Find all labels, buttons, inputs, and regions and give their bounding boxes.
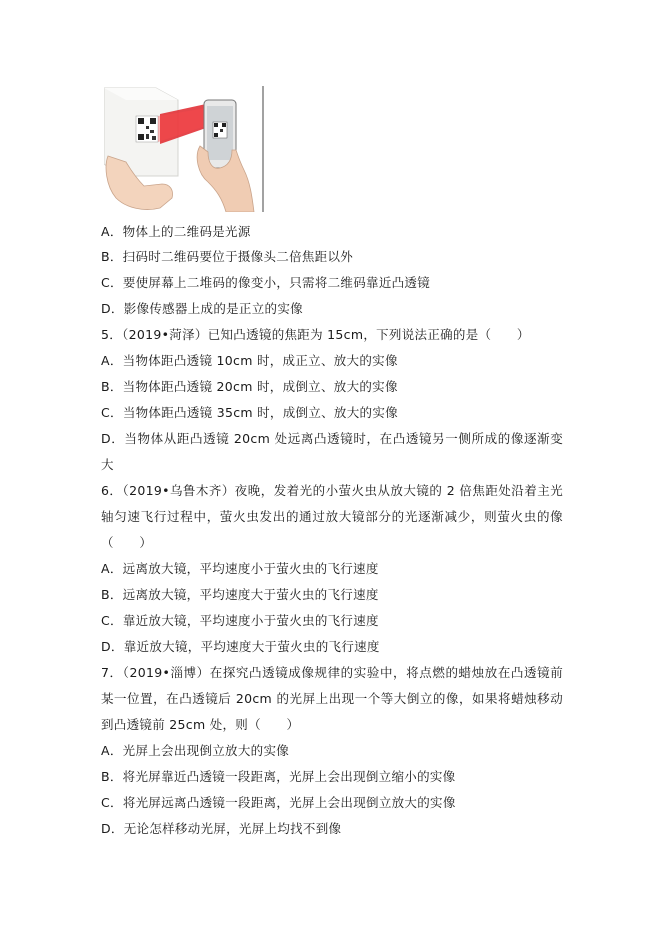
q5-option-d: D．当物体从距凸透镜 20cm 处远离凸透镜时，在凸透镜另一侧所成的像逐渐变: [101, 431, 563, 446]
q7-option-b: B．将光屏靠近凸透镜一段距离，光屏上会出现倒立缩小的实像: [101, 769, 456, 784]
q6-option-b: B．远离放大镜，平均速度大于萤火虫的飞行速度: [101, 587, 379, 602]
q4-option-d: D．影像传感器上成的是正立的实像: [101, 301, 303, 316]
q4-option-c: C．要使屏幕上二堆码的像变小，只需将二维码靠近凸透镜: [101, 275, 431, 290]
q5-option-b: B．当物体距凸透镜 20cm 时，成倒立、放大的实像: [101, 379, 398, 394]
q7-stem-line2: 某一位置，在凸透镜后 20cm 的光屏上出现一个等大倒立的像，如果将蜡烛移动: [101, 691, 563, 706]
q5-option-c: C．当物体距凸透镜 35cm 时，成倒立、放大的实像: [101, 405, 398, 420]
q5-option-d-cont: 大: [101, 457, 114, 472]
q6-option-c: C．靠近放大镜，平均速度小于萤火虫的飞行速度: [101, 613, 379, 628]
q7-stem-line3: 到凸透镜前 25cm 处，则（ ）: [101, 717, 300, 732]
q7-option-c: C．将光屏远离凸透镜一段距离，光屏上会出现倒立放大的实像: [101, 795, 456, 810]
qr-scan-photo: [104, 86, 266, 212]
q4-option-b: B．扫码时二维码要位于摄像头二倍焦距以外: [101, 249, 354, 264]
q4-option-a: A．物体上的二维码是光源: [101, 224, 251, 239]
q6-stem-line2: 轴匀速飞行过程中，萤火虫发出的通过放大镜部分的光逐渐减少，则萤火虫的像: [101, 509, 563, 524]
q6-option-a: A．远离放大镜，平均速度小于萤火虫的飞行速度: [101, 561, 379, 576]
q7-option-d: D．无论怎样移动光屏，光屏上均找不到像: [101, 821, 342, 836]
q6-option-d: D．靠近放大镜，平均速度大于萤火虫的飞行速度: [101, 639, 380, 654]
q6-stem-line1: 6．（2019•乌鲁木齐）夜晚，发着光的小萤火虫从放大镜的 2 倍焦距处沿着主光: [101, 483, 563, 498]
q7-option-a: A．光屏上会出现倒立放大的实像: [101, 743, 290, 758]
q6-stem-line3: （ ）: [101, 535, 153, 550]
q7-stem-line1: 7．（2019•淄博）在探究凸透镜成像规律的实验中，将点燃的蜡烛放在凸透镜前: [101, 665, 563, 680]
q5-stem: 5．（2019•菏泽）已知凸透镜的焦距为 15cm，下列说法正确的是（ ）: [101, 327, 530, 342]
q5-option-a: A．当物体距凸透镜 10cm 时，成正立、放大的实像: [101, 353, 398, 368]
